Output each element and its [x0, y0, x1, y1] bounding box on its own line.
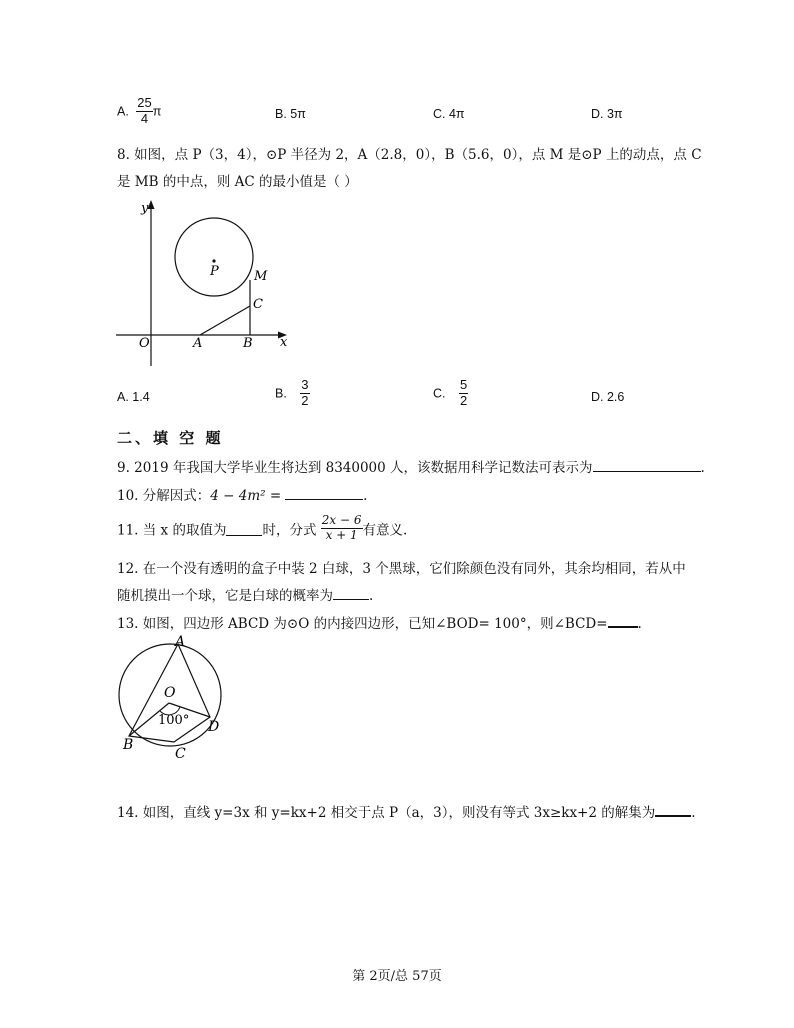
q12-end: .: [369, 588, 374, 604]
q8-option-b-numerator: 3: [301, 377, 309, 392]
q12-line-1: 12. 在一个没有透明的盒子中装 2 白球，3 个黑球，它们除颜色没有同外，其余均相同，若从中: [117, 561, 686, 577]
q8-option-b-denominator: 2: [301, 392, 309, 408]
q9-text: 9. 2019 年我国大学毕业生将达到 8340000 人，该数据用科学记数法可表示为: [117, 460, 593, 476]
label-b: B: [123, 737, 134, 753]
label-d: D: [208, 719, 220, 735]
q12-line-2: [117, 584, 373, 604]
q14-answer-blank: [655, 801, 691, 817]
q7-option-c: C. 4π: [433, 107, 465, 121]
label-o: O: [164, 685, 176, 701]
label-o: O: [139, 336, 150, 351]
q11-fraction: [321, 514, 363, 543]
q8-option-b-fraction: [300, 378, 309, 409]
q13-text: 13. 如图，四边形 ABCD 为⊙O 的内接四边形，已知∠BOD= 100°，则∠BCD=: [117, 616, 608, 632]
q8-option-a: A. 1.4: [117, 390, 150, 404]
page-footer: 第 2页/总 57页: [352, 969, 442, 984]
q11-mid: 时，分式: [262, 522, 317, 539]
q13-answer-blank: [608, 612, 638, 628]
q9-answer-blank: [593, 457, 701, 472]
q10-end: .: [363, 488, 368, 504]
q11-numerator: 2x − 6: [321, 513, 362, 527]
label-b: B: [243, 336, 253, 351]
q8-option-c-fraction: [459, 378, 468, 409]
q7-option-a-suffix: π: [152, 104, 162, 119]
q8-option-d: D. 2.6: [591, 390, 625, 404]
y-axis-arrow: [148, 200, 155, 209]
label-x: x: [280, 335, 288, 350]
label-c: C: [253, 297, 263, 312]
label-y: y: [141, 201, 149, 216]
q8-figure: [112, 196, 302, 386]
q12-answer-blank: [333, 585, 369, 600]
q10-expression: 4 − 4m² =: [210, 488, 282, 504]
q7-option-d: D. 3π: [591, 107, 623, 121]
q8-option-c-label: C.: [433, 386, 446, 401]
q11-denominator: x + 1: [325, 527, 358, 542]
center-p-dot: [212, 259, 215, 262]
q8-option-c-denominator: 2: [459, 392, 468, 408]
circle-p: [175, 218, 253, 296]
q8-line-1: 8. 如图，点 P（3，4），⊙P 半径为 2，A（2.8，0），B（5.6，0），点 M 是⊙P 上的动点，点 C: [117, 147, 702, 163]
q7-option-a-label: A.: [117, 104, 129, 119]
section-2-title: 二、填 空 题: [117, 429, 224, 447]
q8-option-b: [275, 378, 310, 409]
q11: [117, 514, 407, 543]
q9: [117, 456, 705, 476]
label-m: M: [254, 269, 268, 284]
q10-prefix: 10. 分解因式：: [117, 488, 211, 504]
q7-option-b: B. 5π: [275, 107, 306, 121]
q13-end: .: [637, 616, 642, 632]
label-angle-100: 100°: [158, 713, 190, 728]
q7-option-a-numerator: 25: [137, 95, 152, 110]
q8-option-c: [433, 378, 468, 409]
q8-option-c-numerator: 5: [459, 377, 468, 392]
q11-answer-blank: [226, 521, 262, 536]
q11-prefix: 11. 当 x 的取值为: [117, 522, 227, 539]
q12-line-2-text: 随机摸出一个球，它是白球的概率为: [117, 588, 333, 604]
q8-line-2: 是 MB 的中点，则 AC 的最小值是（ ）: [117, 174, 358, 190]
q7-option-a-fraction: [136, 96, 152, 127]
q11-suffix: 有意义.: [362, 522, 408, 539]
q7-option-a-denominator: 4: [140, 110, 149, 126]
q7-option-a: [117, 96, 161, 127]
label-a: A: [193, 336, 203, 351]
q13-figure: [112, 633, 242, 763]
q13: [117, 612, 642, 632]
label-p: P: [210, 264, 219, 279]
q14-end: .: [691, 805, 696, 821]
q10: [117, 484, 367, 504]
q10-answer-blank: [285, 485, 363, 500]
segment-ac: [200, 306, 250, 335]
q8-option-b-label: B.: [275, 386, 287, 401]
q9-end: .: [700, 460, 705, 476]
q14-text: 14. 如图，直线 y=3x 和 y=kx+2 相交于点 P（a，3），则没有等式 3x≥kx+2 的解集为: [117, 805, 656, 821]
label-a: A: [175, 634, 186, 650]
q14: [117, 801, 696, 821]
label-c: C: [175, 746, 186, 762]
